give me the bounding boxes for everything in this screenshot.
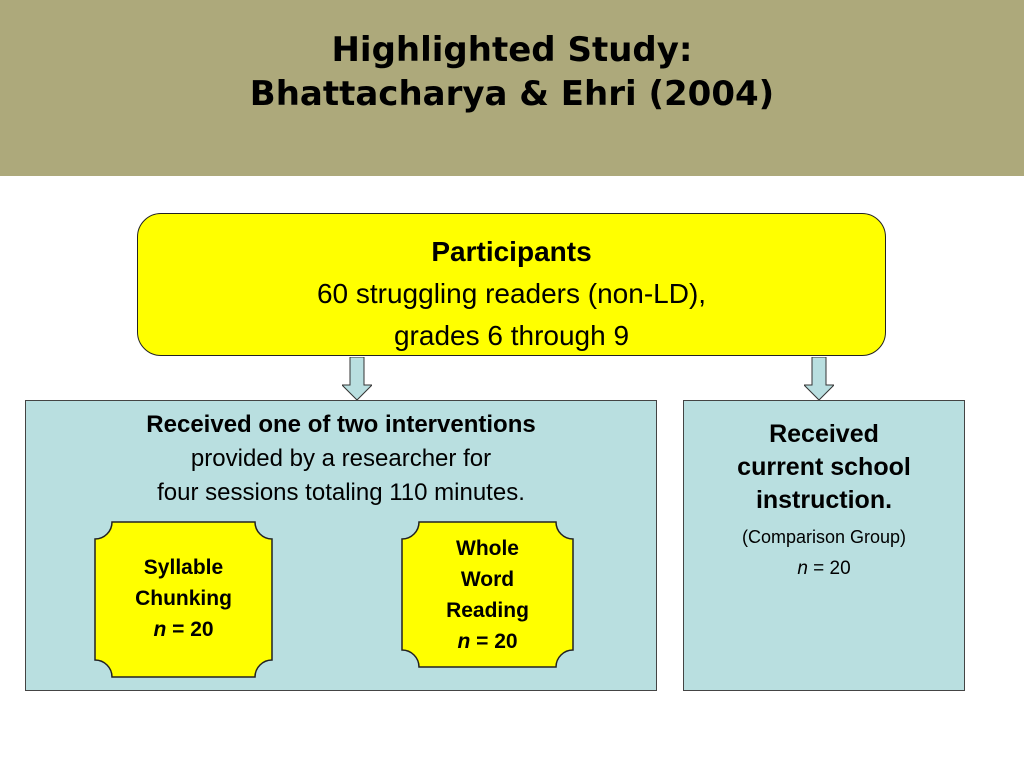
comparison-n-symbol: n — [797, 558, 808, 579]
group-1-label-1: Syllable — [143, 556, 224, 579]
comparison-box — [683, 400, 965, 691]
comparison-heading-1: Received — [769, 420, 879, 448]
title-line-1: Highlighted Study: — [331, 30, 693, 70]
group-1-n-symbol: n — [153, 618, 167, 641]
slide-title — [0, 28, 1024, 116]
comparison-n — [684, 557, 964, 581]
comparison-n-value: = 20 — [807, 558, 851, 579]
group-2-label-3: Reading — [446, 599, 529, 622]
group-1-n-value: = 20 — [166, 618, 214, 641]
arrow-to-interventions — [342, 357, 372, 401]
group-1-label-2: Chunking — [135, 587, 232, 610]
group-2-n-symbol: n — [457, 630, 471, 653]
intervention-heading: Received one of two interventions — [146, 411, 536, 438]
participants-line-2: grades 6 through 9 — [393, 320, 630, 351]
comparison-heading-2: current school — [737, 453, 911, 481]
whole-word-reading-group — [401, 521, 574, 668]
participants-line-1: 60 struggling readers (non-LD), — [316, 278, 707, 309]
group-2-n — [401, 626, 574, 657]
intervention-line-1: provided by a researcher for — [190, 445, 492, 472]
arrow-to-comparison — [804, 357, 834, 401]
whole-word-reading-label — [401, 533, 574, 657]
group-1-n — [94, 614, 273, 645]
comparison-subtitle: (Comparison Group) — [741, 527, 907, 547]
group-2-label-2: Word — [460, 568, 515, 591]
syllable-chunking-group — [94, 521, 273, 678]
comparison-heading — [684, 418, 964, 517]
group-2-label-1: Whole — [456, 537, 519, 560]
participants-heading: Participants — [431, 236, 592, 267]
group-2-n-value: = 20 — [470, 630, 518, 653]
comparison-heading-3: instruction. — [755, 486, 893, 514]
participants-box — [137, 213, 886, 356]
intervention-text — [26, 408, 656, 510]
syllable-chunking-label — [94, 552, 273, 645]
title-line-2: Bhattacharya & Ehri (2004) — [249, 74, 775, 114]
intervention-box — [25, 400, 657, 691]
intervention-line-2: four sessions totaling 110 minutes. — [157, 479, 525, 506]
